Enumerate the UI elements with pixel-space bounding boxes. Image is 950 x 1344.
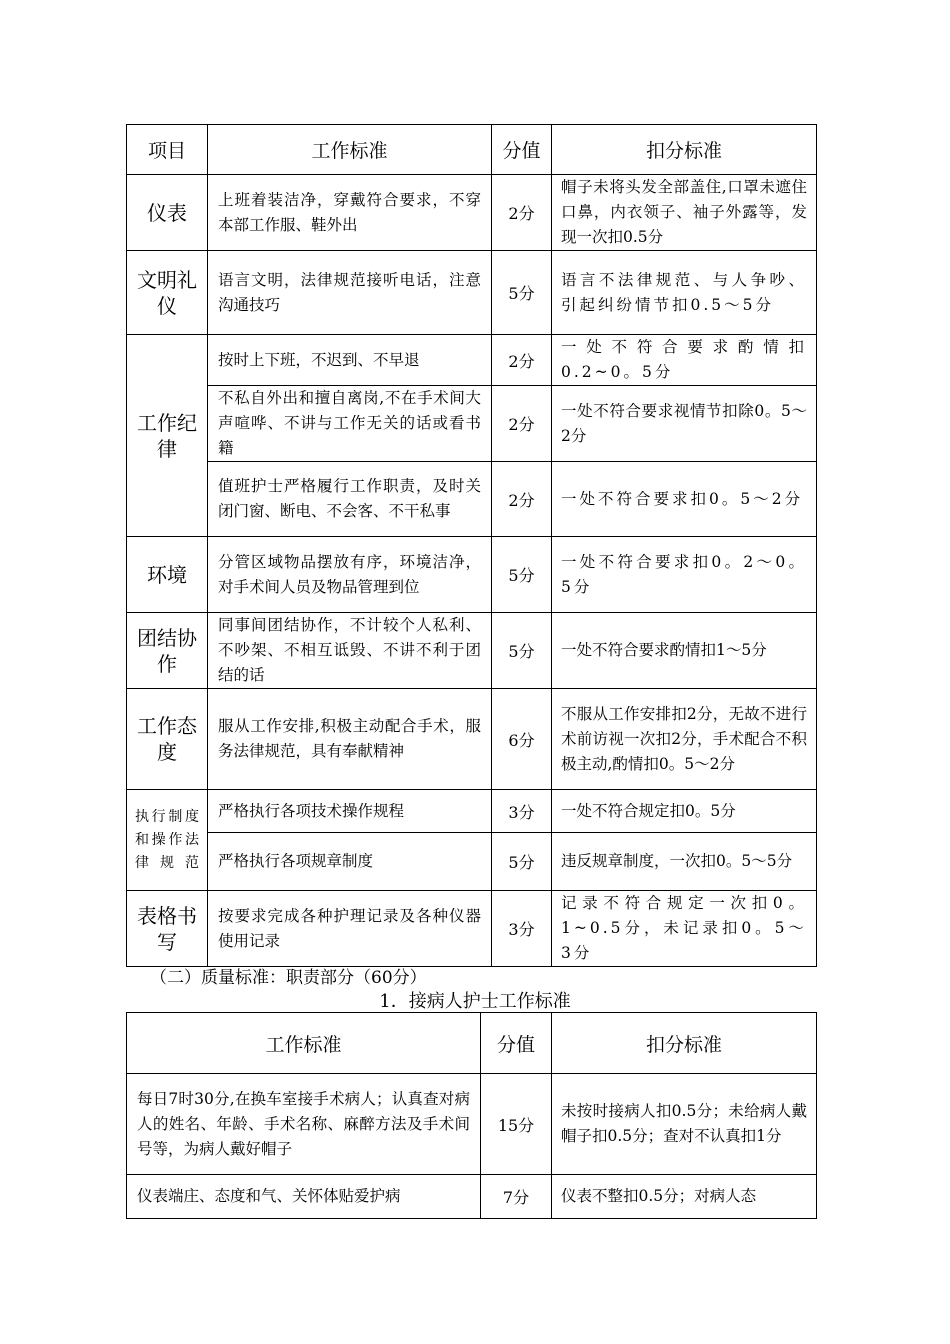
header-score: 分值 — [492, 125, 552, 175]
deduction-cell: 违反规章制度，一次扣0。5～5分 — [552, 833, 817, 891]
deduction-cell: 一处不符合要求扣0。5～2分 — [552, 462, 817, 537]
score-cell: 2分 — [492, 462, 552, 537]
table-row — [127, 251, 817, 335]
header-standard: 工作标准 — [208, 125, 492, 175]
table-row — [127, 1175, 817, 1219]
score-cell: 5分 — [492, 251, 552, 335]
header-deduction: 扣分标准 — [552, 125, 817, 175]
table-header-row — [127, 125, 817, 175]
table-row — [127, 537, 817, 613]
table-row — [127, 175, 817, 251]
work-standard-table — [126, 124, 817, 967]
deduction-cell: 未按时接病人扣0.5分；未给病人戴帽子扣0.5分；查对不认真扣1分 — [552, 1074, 817, 1175]
section-heading: （二）质量标准：职责部分（60分） — [150, 968, 427, 988]
deduction-cell: 一处不符合规定扣0。5分 — [552, 790, 817, 833]
deduction-cell: 一处不符合要求酌情扣0.2~0。5分 — [552, 335, 817, 386]
deduction-cell: 语言不法律规范、与人争吵、引起纠纷情节扣0.5～5分 — [552, 251, 817, 335]
item-cell: 文明礼仪 — [127, 251, 208, 335]
score-cell: 3分 — [492, 891, 552, 967]
score-cell: 3分 — [492, 790, 552, 833]
header-standard: 工作标准 — [127, 1013, 481, 1074]
table-row — [127, 462, 817, 537]
score-cell: 5分 — [492, 537, 552, 613]
standard-cell: 语言文明，法律规范接听电话，注意沟通技巧 — [208, 251, 492, 335]
header-score: 分值 — [481, 1013, 552, 1074]
header-item: 项目 — [127, 125, 208, 175]
deduction-cell: 仪表不整扣0.5分；对病人态 — [552, 1175, 817, 1219]
item-cell: 环境 — [127, 537, 208, 613]
standard-cell: 上班着装洁净，穿戴符合要求，不穿本部工作服、鞋外出 — [208, 175, 492, 251]
item-cell: 团结协作 — [127, 613, 208, 689]
score-cell: 6分 — [492, 689, 552, 790]
score-cell: 2分 — [492, 386, 552, 462]
receive-patient-standard-table — [126, 1012, 817, 1219]
score-cell: 15分 — [481, 1074, 552, 1175]
deduction-cell: 帽子未将头发全部盖住,口罩未遮住口鼻，内衣领子、袖子外露等，发现一次扣0.5分 — [552, 175, 817, 251]
table-header-row — [127, 1013, 817, 1074]
table-row — [127, 335, 817, 386]
standard-cell: 仪表端庄、态度和气、关怀体贴爱护病 — [127, 1175, 481, 1219]
header-deduction: 扣分标准 — [552, 1013, 817, 1074]
deduction-cell: 记录不符合规定一次扣0。1~0.5分，未记录扣0。5～3分 — [552, 891, 817, 967]
table-row — [127, 689, 817, 790]
table-row — [127, 613, 817, 689]
standard-cell: 值班护士严格履行工作职责，及时关闭门窗、断电、不会客、不干私事 — [208, 462, 492, 537]
sub-heading: 1．接病人护士工作标准 — [379, 991, 571, 1012]
item-cell: 仪表 — [127, 175, 208, 251]
table-row — [127, 833, 817, 891]
score-cell: 2分 — [492, 175, 552, 251]
standard-cell: 服从工作安排,积极主动配合手术，服务法律规范，具有奉献精神 — [208, 689, 492, 790]
deduction-cell: 一处不符合要求视情节扣除0。5～2分 — [552, 386, 817, 462]
standard-cell: 按时上下班，不迟到、不早退 — [208, 335, 492, 386]
standard-cell: 分管区域物品摆放有序，环境洁净，对手术间人员及物品管理到位 — [208, 537, 492, 613]
table-row — [127, 1074, 817, 1175]
table-row — [127, 790, 817, 833]
score-cell: 7分 — [481, 1175, 552, 1219]
deduction-cell: 不服从工作安排扣2分，无故不进行术前访视一次扣2分，手术配合不积极主动,酌情扣0。5～2分 — [552, 689, 817, 790]
standard-cell: 严格执行各项规章制度 — [208, 833, 492, 891]
standard-cell: 不私自外出和擅自离岗,不在手术间大声喧哗、不讲与工作无关的话或看书籍 — [208, 386, 492, 462]
table-row — [127, 891, 817, 967]
score-cell: 2分 — [492, 335, 552, 386]
deduction-cell: 一处不符合要求扣0。2～0。5分 — [552, 537, 817, 613]
score-cell: 5分 — [492, 833, 552, 891]
score-cell: 5分 — [492, 613, 552, 689]
table-row — [127, 386, 817, 462]
standard-cell: 同事间团结协作，不计较个人私利、不吵架、不相互诋毁、不讲不利于团结的话 — [208, 613, 492, 689]
standard-cell: 按要求完成各种护理记录及各种仪器使用记录 — [208, 891, 492, 967]
deduction-cell: 一处不符合要求酌情扣1～5分 — [552, 613, 817, 689]
item-cell: 工作纪律 — [127, 335, 208, 537]
item-cell: 工作态度 — [127, 689, 208, 790]
standard-cell: 严格执行各项技术操作规程 — [208, 790, 492, 833]
standard-cell: 每日7时30分,在换车室接手术病人；认真查对病人的姓名、年龄、手术名称、麻醉方法及手术间号等，为病人戴好帽子 — [127, 1074, 481, 1175]
item-cell: 执行制度和操作法律规范 — [127, 790, 208, 891]
item-cell: 表格书写 — [127, 891, 208, 967]
